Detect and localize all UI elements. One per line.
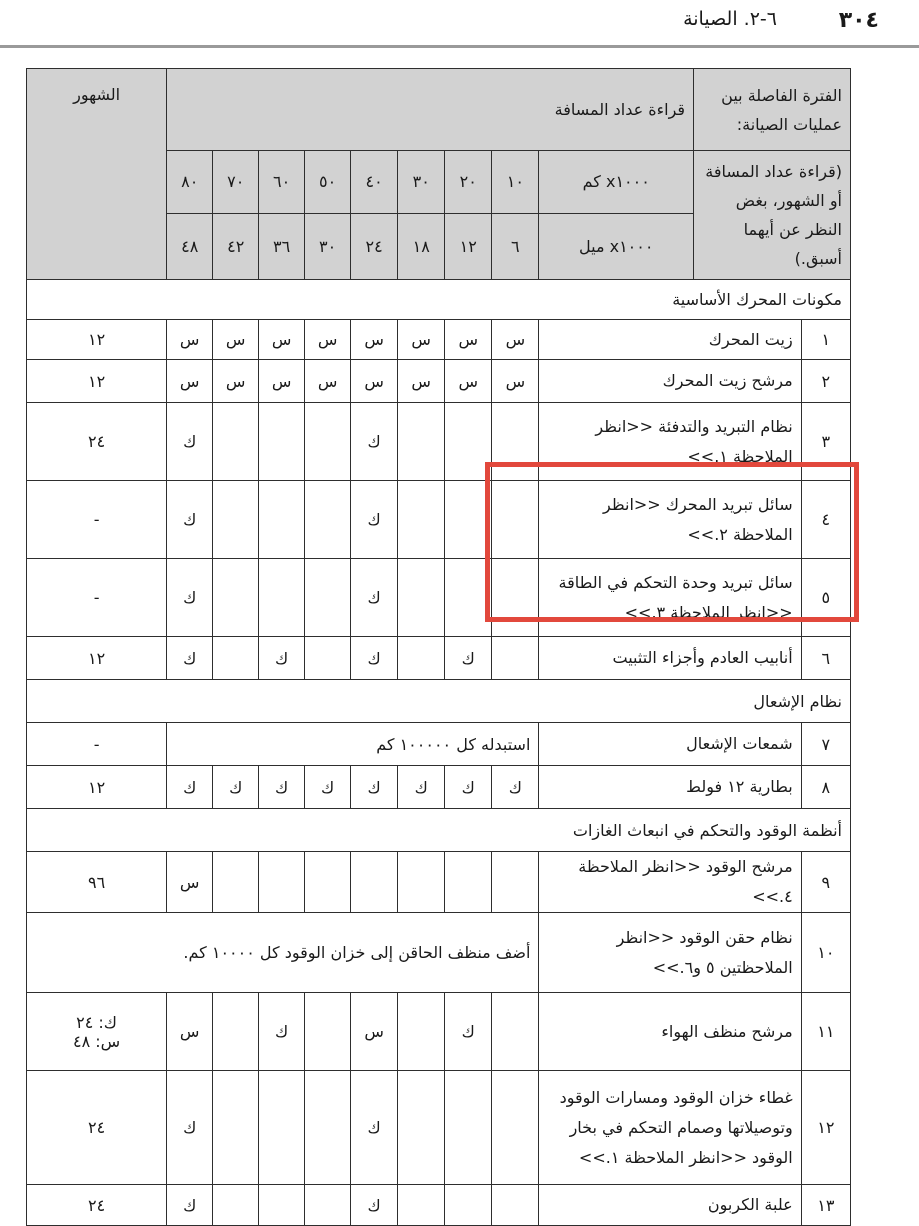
mark-cell	[445, 403, 492, 481]
mark-cell	[351, 852, 398, 913]
table-row	[27, 320, 851, 360]
km-value: ٧٠	[213, 151, 259, 214]
mile-value: ٤٢	[213, 213, 259, 279]
mark-cell	[492, 993, 539, 1071]
mark-cell	[492, 559, 539, 637]
row-item: مرشح الوقود <<انظر الملاحظة ٤.>>	[539, 852, 801, 913]
mark-cell	[305, 1185, 351, 1226]
months-cell: ١٢	[27, 766, 167, 809]
mark-cell: ك	[492, 766, 539, 809]
km-value: ١٠	[492, 151, 539, 214]
mark-cell: ك	[213, 766, 259, 809]
mark-cell	[398, 403, 445, 481]
section-title: ٦-٢. الصيانة	[683, 8, 777, 30]
months-cell	[27, 993, 167, 1071]
mark-cell: ك	[445, 766, 492, 809]
mark-cell	[259, 559, 305, 637]
km-value: ٢٠	[445, 151, 492, 214]
mark-cell	[305, 403, 351, 481]
row-number: ١٠	[801, 913, 850, 993]
page-number: ٣٠٤	[838, 8, 879, 33]
row-number: ١١	[801, 993, 850, 1071]
mark-cell: ك	[167, 1071, 213, 1185]
mark-cell: س	[445, 360, 492, 403]
mark-cell	[305, 559, 351, 637]
mark-cell: س	[351, 360, 398, 403]
table-row	[27, 1071, 851, 1185]
mark-cell: س	[167, 360, 213, 403]
table-row	[27, 1185, 851, 1226]
mile-value: ١٢	[445, 213, 492, 279]
mark-cell	[445, 1185, 492, 1226]
table-row	[27, 481, 851, 559]
mark-cell: س	[351, 320, 398, 360]
mark-cell	[259, 403, 305, 481]
km-value: ٥٠	[305, 151, 351, 214]
mark-cell: ك	[167, 766, 213, 809]
mark-cell	[213, 852, 259, 913]
row-number: ٨	[801, 766, 850, 809]
mark-cell: س	[492, 360, 539, 403]
mark-cell: ك	[351, 481, 398, 559]
mark-cell	[213, 481, 259, 559]
table-row	[27, 913, 851, 993]
mark-cell: س	[398, 360, 445, 403]
mark-cell	[492, 403, 539, 481]
row-number: ٩	[801, 852, 850, 913]
months-cell: ١٢	[27, 360, 167, 403]
km-value: ٣٠	[398, 151, 445, 214]
mile-value: ١٨	[398, 213, 445, 279]
months-value-s: س: ٤٨	[72, 1031, 121, 1051]
mark-cell: س	[213, 360, 259, 403]
row-number: ٥	[801, 559, 850, 637]
mark-cell	[305, 637, 351, 680]
mark-cell: ك	[351, 637, 398, 680]
months-cell: ٩٦	[27, 852, 167, 913]
mark-cell: ك	[167, 1185, 213, 1226]
table-row	[27, 993, 851, 1071]
mark-cell	[398, 852, 445, 913]
mark-cell	[445, 559, 492, 637]
mark-cell	[492, 481, 539, 559]
table-row	[27, 559, 851, 637]
row-number: ٤	[801, 481, 850, 559]
mark-cell: ك	[167, 637, 213, 680]
mile-unit: x١٠٠٠ ميل	[539, 213, 694, 279]
mark-cell	[305, 1071, 351, 1185]
mark-cell: ك	[445, 637, 492, 680]
section-row	[27, 680, 851, 723]
mark-cell: ك	[351, 559, 398, 637]
mark-cell: س	[351, 993, 398, 1071]
mark-cell	[398, 1185, 445, 1226]
table-row	[27, 852, 851, 913]
mark-cell: س	[259, 360, 305, 403]
mark-cell	[259, 481, 305, 559]
row-number: ١٢	[801, 1071, 850, 1185]
mark-cell	[492, 1071, 539, 1185]
mile-value: ٢٤	[351, 213, 398, 279]
section-ignition-title: نظام الإشعال	[27, 680, 851, 723]
row-note: أضف منظف الحاقن إلى خزان الوقود كل ١٠٠٠٠ كم.	[27, 913, 539, 993]
mile-value: ٦	[492, 213, 539, 279]
mark-cell: ك	[259, 637, 305, 680]
months-cell: -	[27, 723, 167, 766]
km-value: ٦٠	[259, 151, 305, 214]
months-cell: -	[27, 481, 167, 559]
mark-cell	[259, 852, 305, 913]
months-header: الشهور	[27, 69, 167, 280]
km-value: ٤٠	[351, 151, 398, 214]
section-row	[27, 809, 851, 852]
mark-cell: ك	[445, 993, 492, 1071]
mark-cell: ك	[305, 766, 351, 809]
mark-cell	[213, 637, 259, 680]
row-item: سائل تبريد وحدة التحكم في الطاقة <<انظر الملاحظة ٣.>>	[539, 559, 801, 637]
row-item: زيت المحرك	[539, 320, 801, 360]
mark-cell	[492, 637, 539, 680]
row-item: مرشح منظف الهواء	[539, 993, 801, 1071]
mark-cell: س	[213, 320, 259, 360]
row-number: ٦	[801, 637, 850, 680]
months-cell: ٢٤	[27, 403, 167, 481]
mark-cell: س	[445, 320, 492, 360]
mark-cell	[259, 1071, 305, 1185]
mark-cell	[398, 1071, 445, 1185]
row-item: أنابيب العادم وأجزاء التثبيت	[539, 637, 801, 680]
mark-cell	[213, 1071, 259, 1185]
row-number: ١	[801, 320, 850, 360]
mark-cell	[445, 852, 492, 913]
mark-cell: س	[305, 360, 351, 403]
months-value-k: ك: ٢٤	[76, 1012, 117, 1032]
mark-cell	[213, 403, 259, 481]
mark-cell: س	[259, 320, 305, 360]
months-cell: ١٢	[27, 320, 167, 360]
page-header	[0, 0, 919, 48]
row-item: نظام التبريد والتدفئة <<انظر الملاحظة ١.>>	[539, 403, 801, 481]
mark-cell: س	[398, 320, 445, 360]
mile-value: ٤٨	[167, 213, 213, 279]
km-value: ٨٠	[167, 151, 213, 214]
mark-cell: ك	[351, 1071, 398, 1185]
mark-cell: ك	[167, 481, 213, 559]
mile-value: ٣٠	[305, 213, 351, 279]
mark-cell	[213, 993, 259, 1071]
mark-cell	[305, 481, 351, 559]
mark-cell	[398, 993, 445, 1071]
mark-cell: ك	[351, 1185, 398, 1226]
mark-cell: ك	[167, 559, 213, 637]
mark-cell: ك	[259, 993, 305, 1071]
row-item: سائل تبريد المحرك <<انظر الملاحظة ٢.>>	[539, 481, 801, 559]
table-row	[27, 723, 851, 766]
row-item: علبة الكربون	[539, 1185, 801, 1226]
row-number: ١٣	[801, 1185, 850, 1226]
mark-cell	[445, 1071, 492, 1185]
mile-value: ٣٦	[259, 213, 305, 279]
mark-cell	[213, 559, 259, 637]
row-number: ٢	[801, 360, 850, 403]
table-row	[27, 766, 851, 809]
section-row	[27, 280, 851, 320]
mark-cell	[305, 852, 351, 913]
mark-cell	[305, 993, 351, 1071]
mark-cell	[398, 559, 445, 637]
mark-cell	[259, 1185, 305, 1226]
mark-cell: ك	[351, 403, 398, 481]
row-item: مرشح زيت المحرك	[539, 360, 801, 403]
mark-cell	[492, 1185, 539, 1226]
months-cell: ٢٤	[27, 1185, 167, 1226]
mark-cell	[445, 481, 492, 559]
mark-cell: س	[305, 320, 351, 360]
mark-cell	[398, 637, 445, 680]
mark-cell: س	[167, 320, 213, 360]
mark-cell: س	[167, 993, 213, 1071]
mark-cell: ك	[398, 766, 445, 809]
table-row	[27, 360, 851, 403]
mark-cell	[492, 852, 539, 913]
row-item: غطاء خزان الوقود ومسارات الوقود وتوصيلاتها وصمام التحكم في بخار الوقود <<انظر الملاحظة ١.>>	[539, 1071, 801, 1185]
section-engine-title: مكونات المحرك الأساسية	[27, 280, 851, 320]
table-row	[27, 637, 851, 680]
row-note: استبدله كل ١٠٠٠٠٠ كم	[167, 723, 539, 766]
interval-title: الفترة الفاصلة بين عمليات الصيانة:	[694, 69, 851, 151]
months-cell: ٢٤	[27, 1071, 167, 1185]
mark-cell	[398, 481, 445, 559]
odometer-title: قراءة عداد المسافة	[167, 69, 694, 151]
row-number: ٣	[801, 403, 850, 481]
mark-cell: ك	[167, 403, 213, 481]
header-row-1	[27, 69, 851, 151]
table-row	[27, 403, 851, 481]
mark-cell: س	[167, 852, 213, 913]
row-item: نظام حقن الوقود <<انظر الملاحظتين ٥ و٦.>>	[539, 913, 801, 993]
mark-cell	[213, 1185, 259, 1226]
section-fuel-title: أنظمة الوقود والتحكم في انبعاث الغازات	[27, 809, 851, 852]
interval-note: (قراءة عداد المسافة أو الشهور، بغض النظر عن أيهما أسبق.)	[694, 151, 851, 280]
mark-cell: ك	[259, 766, 305, 809]
months-cell: -	[27, 559, 167, 637]
row-item: بطارية ١٢ فولط	[539, 766, 801, 809]
row-item: شمعات الإشعال	[539, 723, 801, 766]
mark-cell: س	[492, 320, 539, 360]
row-number: ٧	[801, 723, 850, 766]
maintenance-schedule-table	[26, 68, 851, 1226]
months-cell: ١٢	[27, 637, 167, 680]
mark-cell: ك	[351, 766, 398, 809]
km-unit: x١٠٠٠ كم	[539, 151, 694, 214]
